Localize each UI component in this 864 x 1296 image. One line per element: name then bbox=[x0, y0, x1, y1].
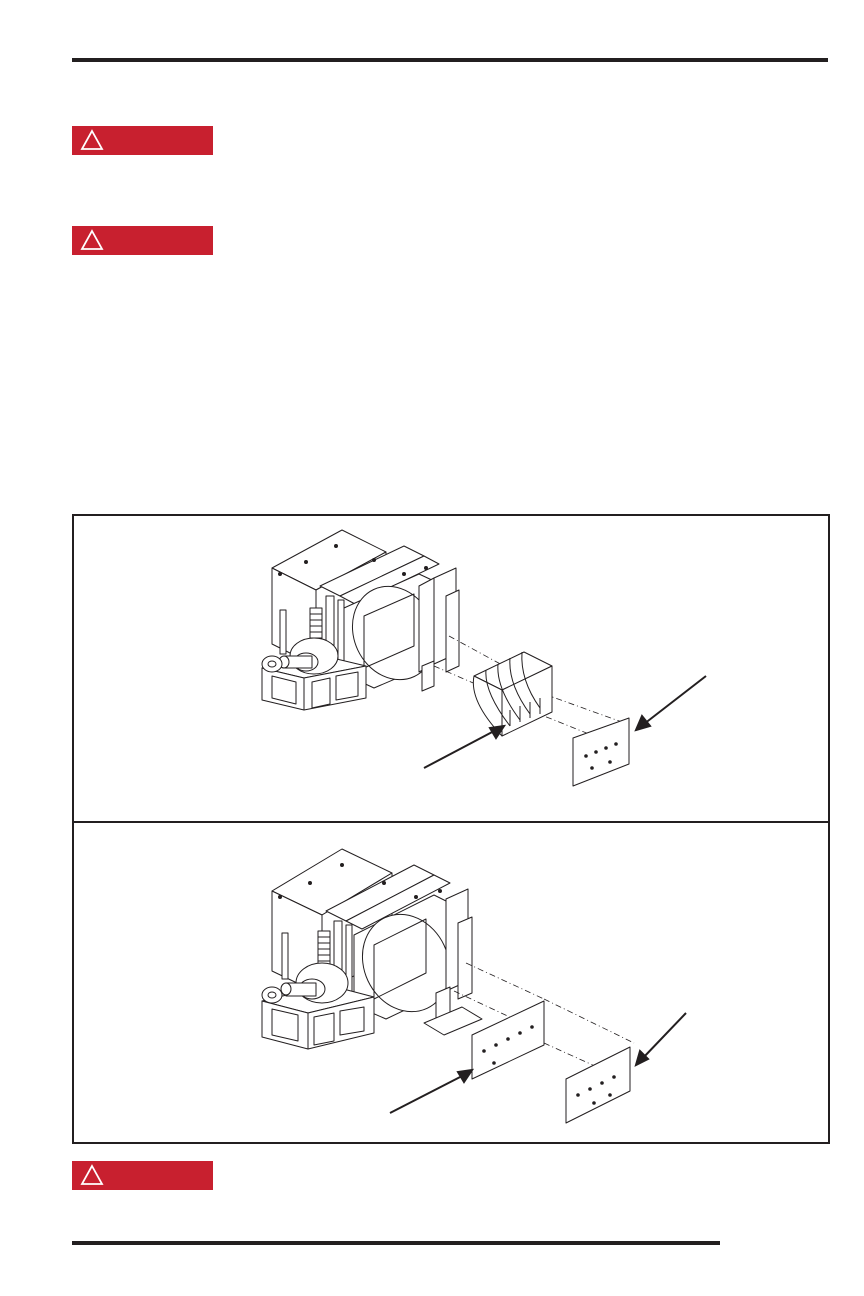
warning-banner bbox=[72, 126, 213, 155]
warning-triangle-icon bbox=[80, 229, 104, 251]
warning-banner bbox=[72, 1161, 213, 1190]
arrow-icon bbox=[642, 1013, 686, 1059]
figure-frame bbox=[72, 514, 830, 1144]
arrow-icon bbox=[644, 676, 706, 724]
figure-panel-bottom bbox=[74, 823, 828, 1142]
footer-rule bbox=[72, 1241, 720, 1245]
warning-triangle-icon bbox=[80, 1164, 104, 1186]
winch-exploded-illustration bbox=[74, 516, 828, 821]
arrow-icon bbox=[390, 1075, 464, 1113]
warning-triangle-icon bbox=[80, 129, 104, 151]
figure-panel-top bbox=[74, 516, 828, 821]
warning-banner bbox=[72, 226, 213, 255]
winch-exploded-illustration bbox=[74, 823, 828, 1142]
arrow-icon bbox=[424, 730, 496, 768]
header-rule bbox=[72, 58, 828, 62]
